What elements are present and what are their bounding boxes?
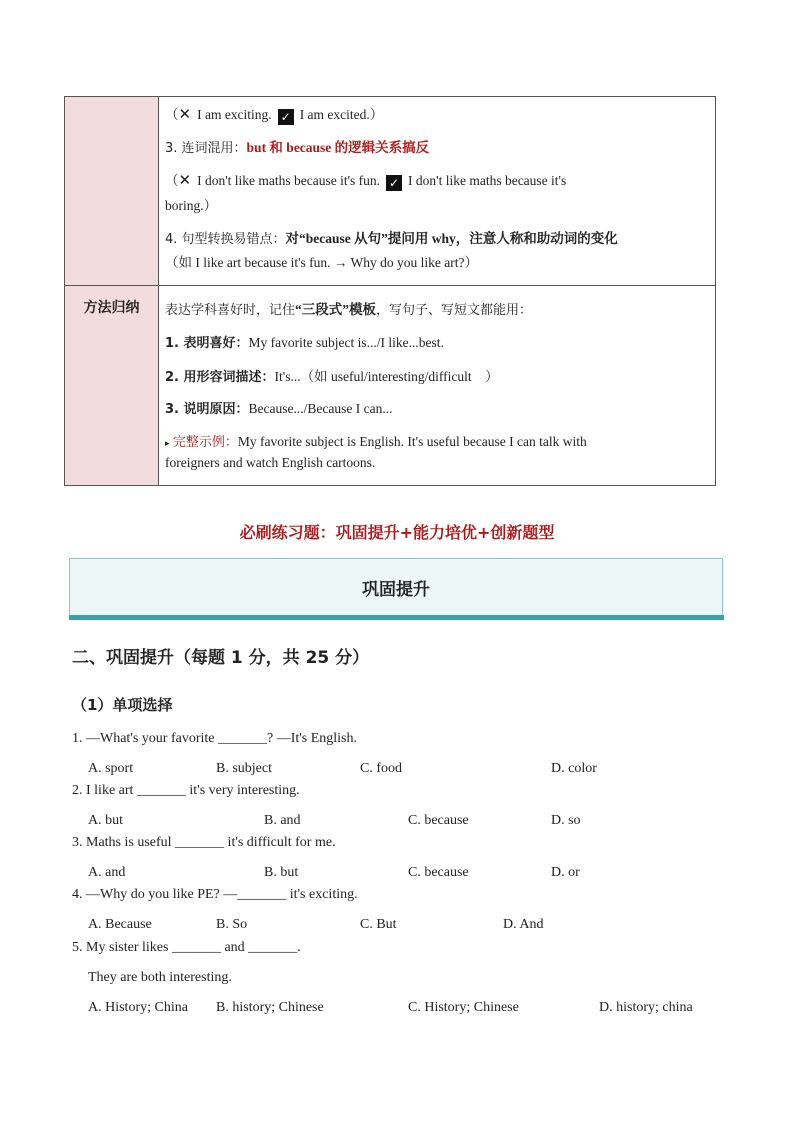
error-example-line: （✕ I am exciting. ✓ I am excited.） (165, 105, 384, 124)
question-4: 4. —Why do you like PE? —_______ it's exciting. (72, 887, 358, 902)
check-mark-icon: ✓ (278, 109, 294, 125)
check-mark-icon: ✓ (386, 175, 402, 191)
question-5-subtext: They are both interesting. (88, 970, 232, 985)
practice-heading: 必刷练习题：巩固提升+能力培优+创新题型 (239, 523, 555, 542)
option-1c: C. food (360, 761, 402, 776)
method-summary-label: 方法归纳 (83, 300, 140, 316)
method-example: ▸ 完整示例：My favorite subject is English. It's useful because I can talk with (165, 434, 587, 450)
option-1b: B. subject (216, 761, 272, 776)
conjunction-error-line: 3. 连词混用：but 和 because 的逻辑关系搞反 (165, 140, 430, 156)
method-example-cont: foreigners and watch English cartoons. (165, 455, 376, 470)
table-row-divider (65, 285, 715, 286)
tips-table (64, 96, 716, 486)
option-4b: B. So (216, 917, 248, 932)
wrong-mark-icon: ✕ (178, 171, 192, 189)
conjunction-example-cont: boring.） (165, 198, 218, 213)
option-5c: C. History; Chinese (408, 1000, 519, 1015)
option-5d: D. history; china (599, 1000, 693, 1015)
option-3b: B. but (264, 865, 299, 880)
option-4c: C. But (360, 917, 397, 932)
option-4d: D. And (503, 917, 544, 932)
table-label-column (65, 97, 159, 485)
subsection-heading: （1）单项选择 (72, 696, 173, 714)
option-4a: A. Because (88, 917, 152, 932)
sentence-transform-example: （如 I like art because it's fun. → Why do you like art?） (165, 255, 478, 270)
question-3: 3. Maths is useful _______ it's difficult for me. (72, 835, 336, 850)
section-banner (69, 558, 723, 616)
option-2c: C. because (408, 813, 469, 828)
section-banner-title: 巩固提升 (362, 580, 430, 600)
method-step-2: 2. 用形容词描述：It's...（如 useful/interesting/difficult ） (165, 369, 499, 385)
conjunction-example-line: （✕ I don't like maths because it's fun. ✓ I don't like maths because it's (165, 171, 567, 190)
sentence-transform-line: 4. 句型转换易错点：对“because 从句”提问用 why，注意人称和助动词的变化 (165, 231, 618, 247)
method-intro: 表达学科喜好时，记住“三段式”模板，写句子、写短文都能用： (165, 302, 533, 318)
option-1d: D. color (551, 761, 597, 776)
option-3a: A. and (88, 865, 126, 880)
option-3d: D. or (551, 865, 580, 880)
triangle-bullet-icon: ▸ (165, 439, 170, 449)
question-5: 5. My sister likes _______ and _______. (72, 940, 301, 955)
option-5b: B. history; Chinese (216, 1000, 324, 1015)
section-banner-underline (69, 615, 724, 620)
option-1a: A. sport (88, 761, 134, 776)
option-3c: C. because (408, 865, 469, 880)
question-1: 1. —What's your favorite _______? —It's English. (72, 731, 357, 746)
option-2a: A. but (88, 813, 123, 828)
method-step-1: 1. 表明喜好：My favorite subject is.../I like...best. (165, 335, 444, 351)
section-heading: 二、巩固提升（每题 1 分，共 25 分） (72, 648, 370, 668)
method-step-3: 3. 说明原因：Because.../Because I can... (165, 401, 393, 417)
question-2: 2. I like art _______ it's very interesting. (72, 783, 300, 798)
option-5a: A. History; China (88, 1000, 188, 1015)
option-2d: D. so (551, 813, 581, 828)
wrong-mark-icon: ✕ (178, 105, 192, 123)
option-2b: B. and (264, 813, 301, 828)
